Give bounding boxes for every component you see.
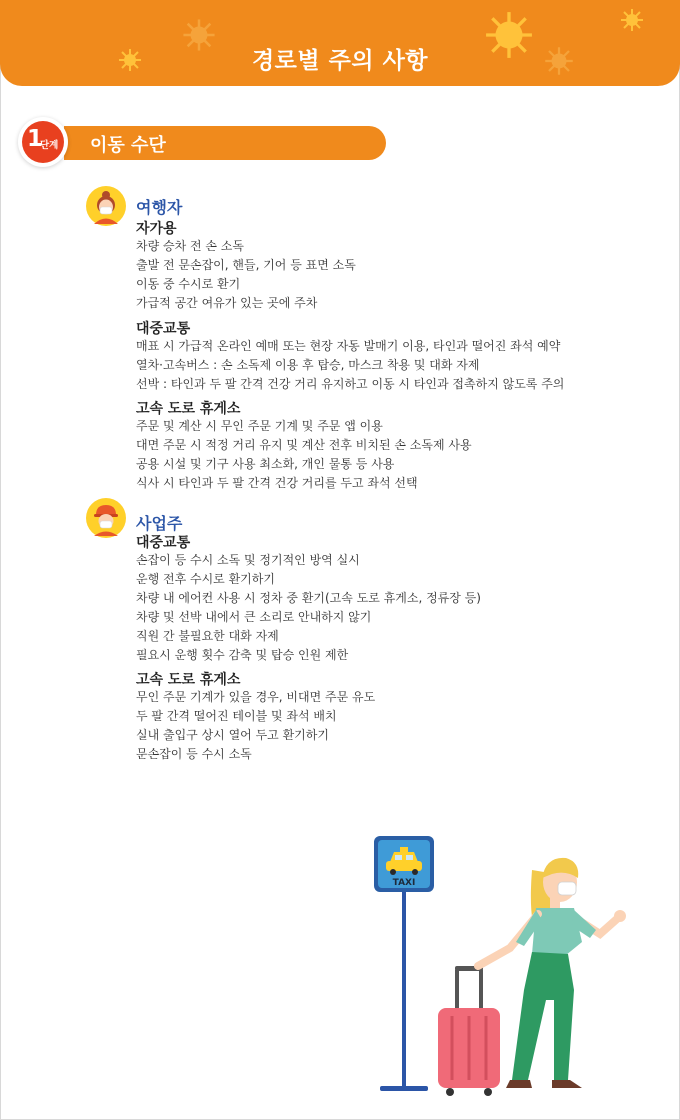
list-item: 주문 및 계산 시 무인 주문 기계 및 주문 앱 이용 — [136, 419, 383, 433]
list-item: 실내 출입구 상시 열어 두고 환기하기 — [136, 728, 329, 742]
list-item: 손잡이 등 수시 소독 및 정기적인 방역 실시 — [136, 553, 360, 567]
list-item: 출발 전 문손잡이, 핸들, 기어 등 표면 소독 — [136, 258, 356, 272]
stage-bar — [64, 126, 386, 160]
business-avatar-icon — [86, 498, 126, 538]
stage-badge — [18, 117, 68, 167]
traveler-group-title: 자가용 — [136, 221, 177, 237]
page-title: 경로별 주의 사항 — [251, 48, 429, 74]
virus-icon — [620, 8, 644, 32]
taxi-sign-label: TAXI — [392, 878, 416, 888]
traveler-group-title: 대중교통 — [136, 321, 191, 337]
list-item: 운행 전후 수시로 환기하기 — [136, 572, 275, 586]
business-group-title: 대중교통 — [136, 535, 191, 551]
traveler-woman-icon — [478, 858, 626, 1088]
business-group-title: 고속 도로 휴게소 — [136, 672, 241, 688]
business-title: 사업주 — [136, 514, 183, 533]
list-item: 매표 시 가급적 온라인 예매 또는 현장 자동 발매기 이용, 타인과 떨어진 좌석 예약 — [136, 339, 561, 353]
list-item: 필요시 운행 횟수 감축 및 탑승 인원 제한 — [136, 648, 349, 662]
list-item: 식사 시 타인과 두 팔 간격 건강 거리를 두고 좌석 선택 — [136, 476, 418, 490]
list-item: 열차·고속버스 : 손 소독제 이용 후 탑승, 마스크 착용 및 대화 자제 — [136, 358, 480, 372]
list-item: 이동 중 수시로 환기 — [136, 277, 241, 291]
list-item: 차량 승차 전 손 소독 — [136, 239, 244, 253]
list-item: 문손잡이 등 수시 소독 — [136, 747, 252, 761]
traveler-avatar-icon — [86, 186, 126, 226]
list-item: 두 팔 간격 떨어진 테이블 및 좌석 배치 — [136, 709, 337, 723]
list-item: 차량 내 에어컨 사용 시 정차 중 환기(고속 도로 휴게소, 정류장 등) — [136, 591, 481, 605]
traveler-group-title: 고속 도로 휴게소 — [136, 401, 241, 417]
list-item: 가급적 공간 여유가 있는 곳에 주차 — [136, 296, 318, 310]
list-item: 선박 : 타인과 두 팔 간격 건강 거리 유지하고 이동 시 타인과 접촉하지 않도록 주의 — [136, 377, 565, 391]
list-item: 무인 주문 기계가 있을 경우, 비대면 주문 유도 — [136, 690, 376, 704]
stage-unit: 단계 — [40, 140, 59, 151]
taxi-stand-illustration — [360, 830, 660, 1100]
list-item: 직원 간 불필요한 대화 자제 — [136, 629, 279, 643]
traveler-title: 여행자 — [136, 198, 183, 217]
list-item: 차량 및 선박 내에서 큰 소리로 안내하지 않기 — [136, 610, 372, 624]
list-item: 대면 주문 시 적정 거리 유지 및 계산 전후 비치된 손 소독제 사용 — [136, 438, 472, 452]
stage-label: 이동 수단 — [90, 135, 166, 156]
taxi-sign-icon — [374, 836, 434, 1091]
list-item: 공용 시설 및 기구 사용 최소화, 개인 물통 등 사용 — [136, 457, 395, 471]
suitcase-icon — [438, 966, 500, 1096]
stage-number: 1 — [27, 126, 44, 152]
header-banner — [0, 0, 680, 86]
